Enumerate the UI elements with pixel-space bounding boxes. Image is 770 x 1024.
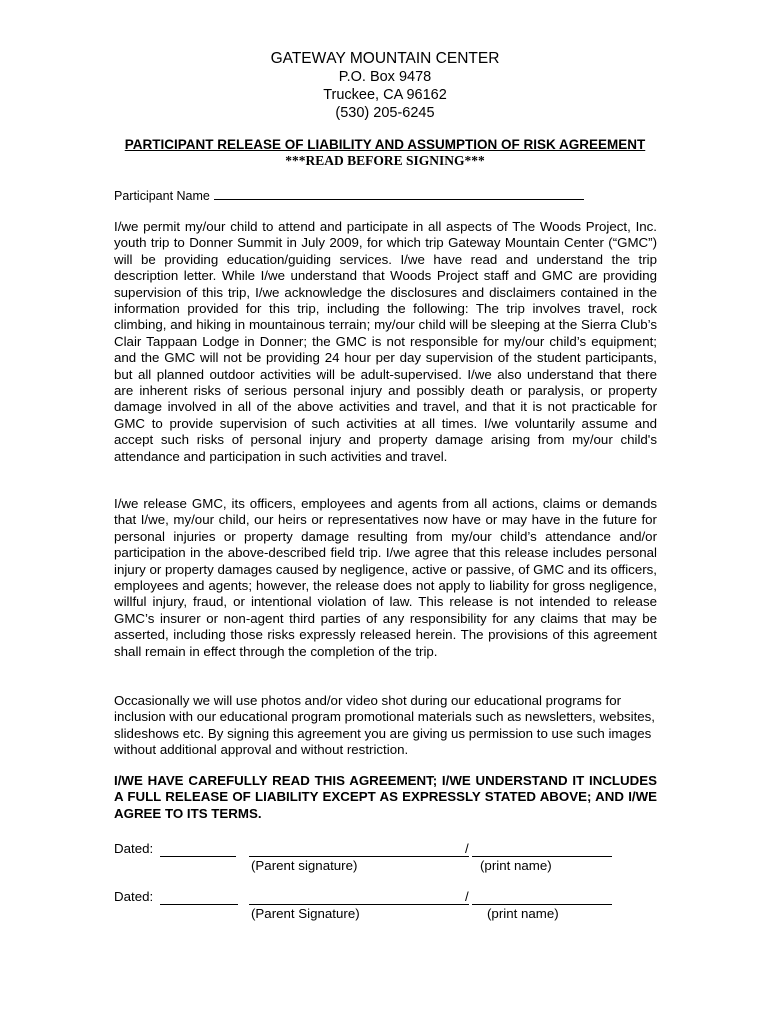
po-box: P.O. Box 9478 xyxy=(338,69,432,85)
city-state-zip: Truckee, CA 96162 xyxy=(323,87,447,103)
permission-paragraph: I/we permit my/our child to attend and participate in all aspects of The Woods Project, Inc. youth trip to Donner Summit in July 2009, for which trip Gateway Mountain Center (“GMC”) will be providing education/guiding services. I/we have read and understand the trip description letter. While I/we understand that Woods Project staff and GMC are providing supervision of this trip, I/we acknowledge the disclosures and disclaimers contained in the information provided for this trip, including the following: The trip involves travel, rock climbing, and hiking in mountainous terrain; my/our child will be sleeping at the Sierra Club’s Clair Tappaan Lodge in Donner; the GMC is not responsible for my/our child’s equipment; and the GMC will not be providing 24 hour per day supervision of the student participants, but all planned outdoor activities will be adult-supervised. I/we also understand that there are inherent risks of serious personal injury and possibly death or paralysis, or property damage involved in all of the above activities and travel, and that it is not practicable for GMC to provide supervision of such activities at all times. I/we voluntarily assume and accept such risks of personal injury and property damage arising from my/our child's attendance and participation in such activities and travel. xyxy=(114,219,657,464)
date-line[interactable] xyxy=(160,856,236,857)
document-title: PARTICIPANT RELEASE OF LIABILITY AND ASSUMPTION OF RISK AGREEMENT xyxy=(124,137,646,152)
dated-label: Dated: xyxy=(114,889,154,904)
date-line[interactable] xyxy=(160,904,238,905)
acknowledgement-paragraph: I/WE HAVE CAREFULLY READ THIS AGREEMENT; I/WE UNDERSTAND IT INCLUDES A FULL RELEASE OF LIABILITY EXCEPT AS EXPRESSLY STATED ABOVE; AND I/WE AGREE TO ITS TERMS. xyxy=(114,773,657,821)
parent-signature-label: (Parent signature) xyxy=(251,858,358,873)
organization-name: GATEWAY MOUNTAIN CENTER xyxy=(270,50,500,67)
print-name-label: (print name) xyxy=(487,906,559,921)
media-consent-paragraph: Occasionally we will use photos and/or video shot during our educational programs for inclusion with our educational program promotional materials such as newsletters, websites, slideshows etc. By signing this agreement you are giving us permission to use such images without additional approval and without restriction. xyxy=(114,693,655,758)
participant-name-row xyxy=(114,187,584,203)
phone-number: (530) 205-6245 xyxy=(335,105,435,121)
separator-slash: / xyxy=(465,841,469,856)
print-name-label: (print name) xyxy=(480,858,552,873)
dated-label: Dated: xyxy=(114,841,154,856)
participant-name-label: Participant Name xyxy=(114,189,210,203)
separator-slash: / xyxy=(465,889,469,904)
parent-signature-line[interactable] xyxy=(249,904,469,905)
parent-signature-line[interactable] xyxy=(249,856,469,857)
print-name-line[interactable] xyxy=(472,856,612,857)
document-subtitle: ***READ BEFORE SIGNING*** xyxy=(285,153,485,168)
parent-signature-label: (Parent Signature) xyxy=(251,906,360,921)
release-paragraph: I/we release GMC, its officers, employees and agents from all actions, claims or demands that I/we, my/our child, our heirs or representatives now have or may have in the future for personal injuries or property damage resulting from my/our child’s attendance and/or participation in the above-described field trip. I/we agree that this release includes personal injury or property damages caused by negligence, active or passive, of GMC and its officers, employees and agents; however, the release does not apply to liability for gross negligence, willful injury, fraud, or intentional violation of law. This release is not intended to release GMC’s insurer or non-agent third parties of any responsibility for any claims that may be asserted, including those risks expressly released herein. The provisions of this agreement shall remain in effect through the completion of the trip. xyxy=(114,496,657,659)
print-name-line[interactable] xyxy=(472,904,612,905)
participant-name-line[interactable] xyxy=(214,187,584,200)
